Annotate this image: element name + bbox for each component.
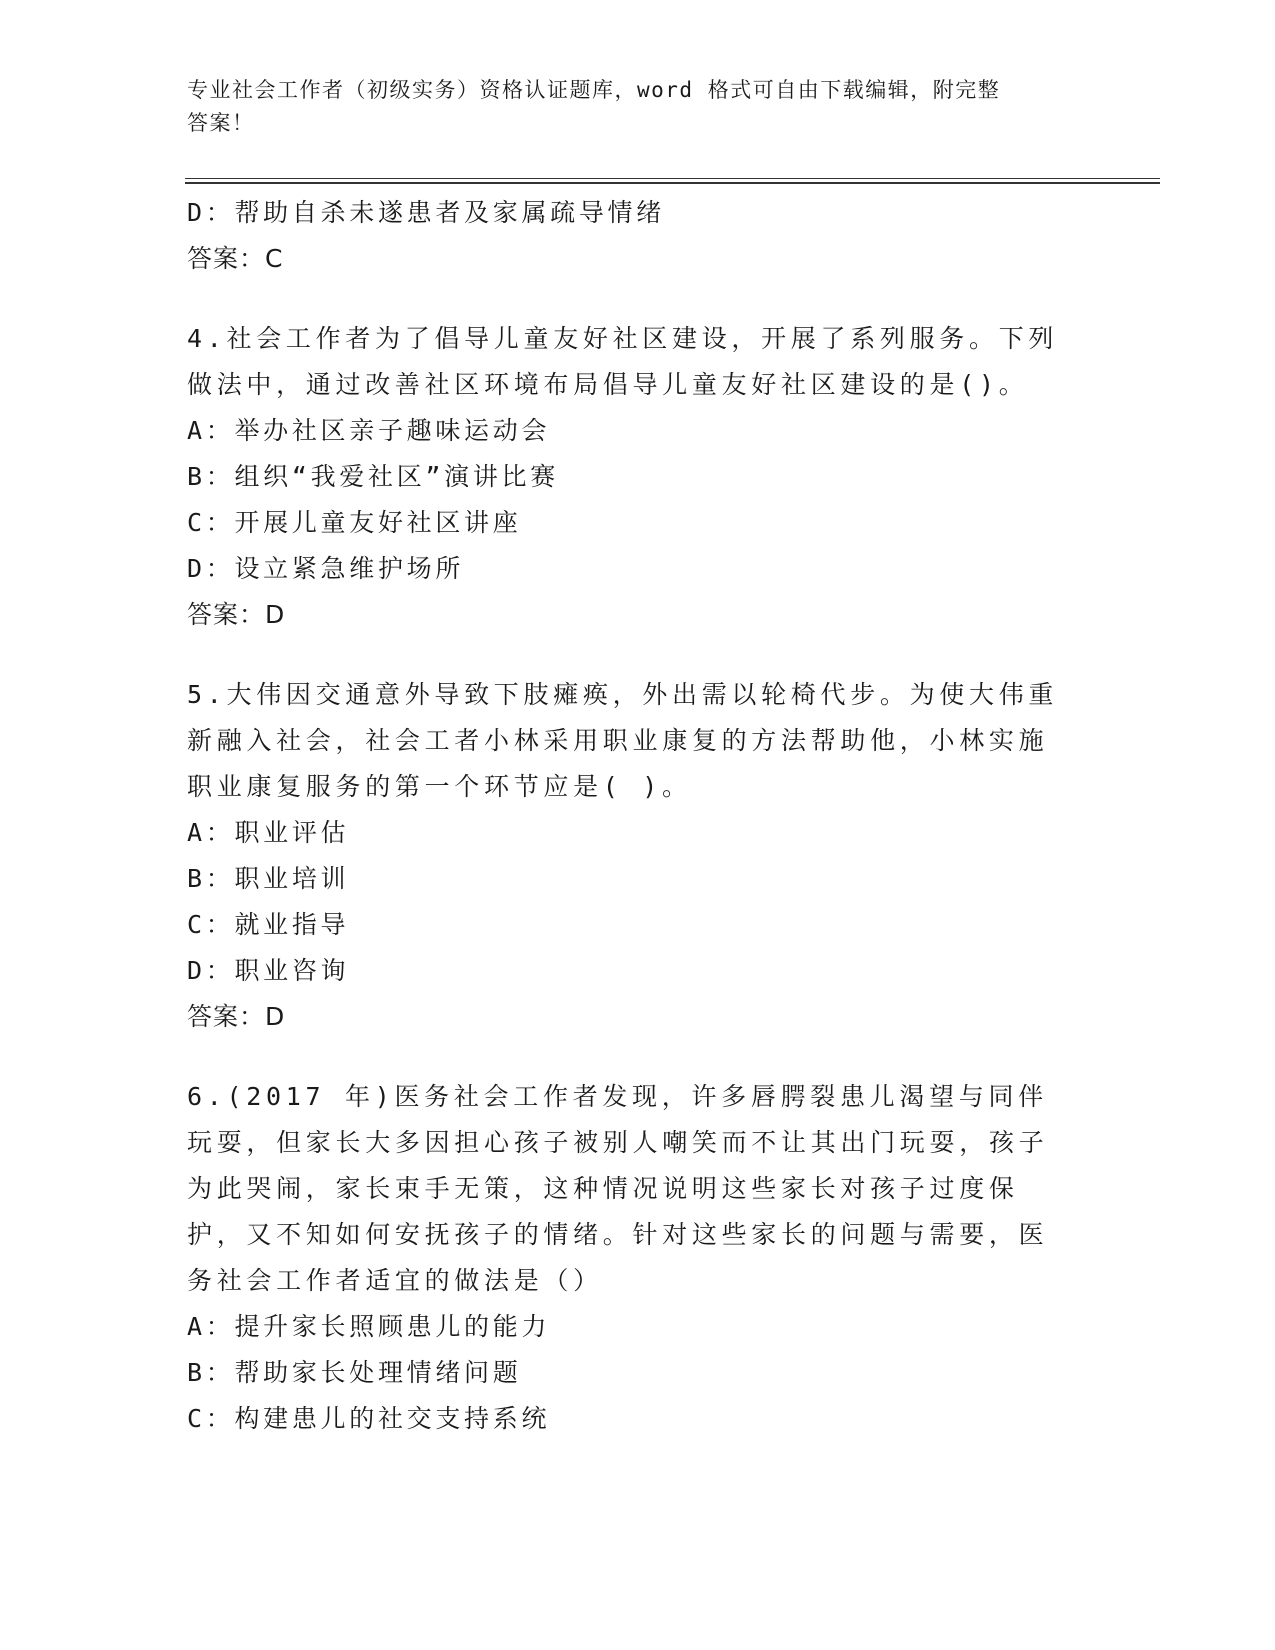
option-a: A：举办社区亲子趣味运动会 — [187, 416, 551, 445]
option-c: C：构建患儿的社交支持系统 — [187, 1404, 551, 1433]
question-4 — [187, 316, 1077, 638]
answer: 答案：D — [187, 1002, 286, 1031]
option-b: B：帮助家长处理情绪问题 — [187, 1358, 522, 1387]
answer: 答案：C — [187, 244, 284, 273]
page-header — [187, 74, 1067, 140]
answer: 答案：D — [187, 600, 286, 629]
question-text: 6.(2017 年)医务社会工作者发现，许多唇腭裂患儿渴望与同伴玩耍，但家长大多因担心孩子被别人嘲笑而不让其出门玩耍，孩子为此哭闹，家长束手无策，这种情况说明这些家长对孩子过度保护，又不知如何安抚孩子的情绪。针对这些家长的问题与需要，医务社会工作者适宜的做法是（） — [187, 1082, 1049, 1295]
option-d: D：职业咨询 — [187, 956, 350, 985]
option-c: C：开展儿童友好社区讲座 — [187, 508, 522, 537]
header-divider-thick — [185, 182, 1160, 184]
option-d: D：设立紧急维护场所 — [187, 554, 465, 583]
question-content — [187, 190, 1077, 1442]
option-b: B：组织“我爱社区”演讲比赛 — [187, 462, 559, 491]
option-c: C：就业指导 — [187, 910, 350, 939]
option-b: B：职业培训 — [187, 864, 350, 893]
header-line-2: 答案！ — [187, 111, 255, 135]
option-a: A：提升家长照顾患儿的能力 — [187, 1312, 551, 1341]
header-line-1: 专业社会工作者（初级实务）资格认证题库，word 格式可自由下载编辑，附完整 — [187, 78, 1001, 102]
header-divider-thin — [185, 178, 1160, 179]
question-6 — [187, 1074, 1077, 1442]
option-d: D：帮助自杀未遂患者及家属疏导情绪 — [187, 198, 665, 227]
option-a: A：职业评估 — [187, 818, 350, 847]
question-text: 4.社会工作者为了倡导儿童友好社区建设，开展了系列服务。下列做法中，通过改善社区环境布局倡导儿童友好社区建设的是()。 — [187, 324, 1059, 399]
question-text: 5.大伟因交通意外导致下肢瘫痪，外出需以轮椅代步。为使大伟重新融入社会，社会工者小林采用职业康复的方法帮助他，小林实施职业康复服务的第一个环节应是( )。 — [187, 680, 1059, 801]
question-5 — [187, 672, 1077, 1040]
